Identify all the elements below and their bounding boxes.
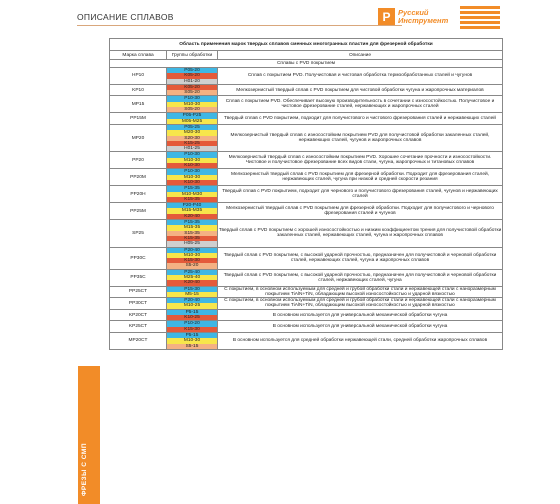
grade-cell: MP20CT bbox=[110, 332, 167, 349]
grade-cell: MP15 bbox=[110, 96, 167, 113]
grade-cell: PP20H bbox=[110, 186, 167, 203]
machining-group-band: K05-20 bbox=[167, 85, 217, 90]
machining-group-band: P5-15 bbox=[167, 310, 217, 315]
machining-group-band: M05-M25 bbox=[167, 119, 217, 124]
description-cell: С покрытием, в основном используемым для средней и грубой обработки стали и нержавеющей стали с наноразмерным покрытием TiAlN+TiN, обладающим высокой износостойкостью и ударной вязкостью bbox=[218, 298, 503, 310]
grade-cell: KP10 bbox=[110, 84, 167, 96]
machining-group-band: M20-30 bbox=[167, 130, 217, 135]
machining-group-band: K10-30 bbox=[167, 180, 217, 185]
table-row bbox=[110, 113, 503, 125]
machining-group-band: M15-M35 bbox=[167, 208, 217, 213]
machining-group-band: M25-40 bbox=[167, 275, 217, 280]
table-row bbox=[110, 332, 503, 349]
brand-logo bbox=[378, 8, 448, 25]
logo-line-1: Русский bbox=[398, 7, 429, 17]
machining-group-band: M10-25 bbox=[167, 303, 217, 308]
groups-cell bbox=[167, 247, 218, 269]
groups-cell bbox=[167, 68, 218, 85]
grade-cell: PP25CT bbox=[110, 286, 167, 298]
grade-cell: PP20M bbox=[110, 169, 167, 186]
machining-group-band: M10-30 bbox=[167, 338, 217, 343]
groups-cell bbox=[167, 298, 218, 310]
grade-cell: PP30CT bbox=[110, 298, 167, 310]
header-divider bbox=[77, 25, 402, 26]
description-cell: Сплав с покрытием PVD. Обеспечивает высокую производительность в сочетании с износостойкостью. Получистовое и чистовое фрезерование сталей, нержавеющих и жаропрочных сталей bbox=[218, 96, 503, 113]
column-header-grade: Марка сплава bbox=[110, 51, 167, 60]
groups-cell bbox=[167, 113, 218, 125]
groups-cell bbox=[167, 203, 218, 220]
groups-cell bbox=[167, 186, 218, 203]
description-cell: Мелкозернистый твердый сплав с износостойким покрытием PVD для получистовой обработки закаленных сталей, нержавеющих сталей, чугунов и жаропрочных сплавов bbox=[218, 124, 503, 151]
machining-group-band: P10-30 bbox=[167, 169, 217, 174]
groups-cell bbox=[167, 84, 218, 96]
machining-group-band: P10-20 bbox=[167, 321, 217, 326]
grade-cell: MP20 bbox=[110, 124, 167, 151]
description-cell: Мелкозернистый твердый сплав с PVD покрытием для фрезерной обработки. Подходит для получистового и чернового фрезерования сталей и чугунов bbox=[218, 203, 503, 220]
machining-group-band: S5-20 bbox=[167, 263, 217, 268]
grade-cell: PP15M bbox=[110, 113, 167, 125]
grade-cell: KP20CT bbox=[110, 309, 167, 321]
machining-group-band: H05-25 bbox=[167, 241, 217, 246]
groups-cell bbox=[167, 152, 218, 169]
table-row bbox=[110, 203, 503, 220]
description-cell: В основном используется для средней обработки нержавеющей стали, средней обработки жаропрочных сплавов bbox=[218, 332, 503, 349]
machining-group-band: P20-40 bbox=[167, 248, 217, 253]
table-row bbox=[110, 96, 503, 113]
machining-group-band: H01-20 bbox=[167, 79, 217, 84]
machining-group-band: P25-40 bbox=[167, 270, 217, 275]
alloy-grades-table bbox=[109, 38, 503, 350]
groups-cell bbox=[167, 96, 218, 113]
description-cell: С покрытием, в основном используемым для средней и грубой обработки стали и нержавеющей стали с наноразмерным покрытием TiAlN+TiN, обладающим высокой износостойкостью и ударной вязкостью bbox=[218, 286, 503, 298]
machining-group-band: S15-35 bbox=[167, 231, 217, 236]
machining-group-band: K15-30 bbox=[167, 327, 217, 332]
machining-group-band: P15-35 bbox=[167, 186, 217, 191]
grade-cell: KP25CT bbox=[110, 321, 167, 333]
machining-group-band: K10-25 bbox=[167, 315, 217, 320]
description-cell: Твердый сплав с PVD покрытием, с высокой ударной прочностью, предназначен для получистовой и черновой обработки сталей, нержавеющих сталей, чугуна и жаропрочных сплавов bbox=[218, 247, 503, 269]
table-title: Область применения марок твердых сплавов сменных многогранных пластин для фрезерной обработки bbox=[110, 39, 503, 51]
table-row bbox=[110, 269, 503, 286]
table-row bbox=[110, 298, 503, 310]
machining-group-band: M5-15 bbox=[167, 292, 217, 297]
groups-cell bbox=[167, 332, 218, 349]
machining-group-band: M10-M30 bbox=[167, 192, 217, 197]
machining-group-band: K20-40 bbox=[167, 214, 217, 219]
machining-group-band: M10-30 bbox=[167, 253, 217, 258]
grade-cell: SP25 bbox=[110, 220, 167, 247]
section-side-tab bbox=[78, 366, 100, 504]
description-cell: Твердый сплав с PVD покрытием, с высокой ударной прочностью, предназначен для получистовой и черновой обработки сталей, нержавеющих сталей, чугуна bbox=[218, 269, 503, 286]
column-header-groups: Группы обработки bbox=[167, 51, 218, 60]
description-cell: Твердый сплав с PVD покрытием, подходит для чернового и получистового фрезерования сталей, чугунов и нержавеющих сталей bbox=[218, 186, 503, 203]
machining-group-band: P15-30 bbox=[167, 287, 217, 292]
description-cell: Сплав с покрытием PVD. Получистовая и чистовая обработка термообработанных сталей и чугунов bbox=[218, 68, 503, 85]
machining-group-band: K15-25 bbox=[167, 141, 217, 146]
groups-cell bbox=[167, 169, 218, 186]
description-cell: В основном используется для универсальной механической обработки чугуна bbox=[218, 321, 503, 333]
machining-group-band: S5-15 bbox=[167, 344, 217, 349]
machining-group-band: P10-30 bbox=[167, 96, 217, 101]
machining-group-band: P20-P40 bbox=[167, 203, 217, 208]
table-row bbox=[110, 220, 503, 247]
machining-group-band: K10-30 bbox=[167, 163, 217, 168]
description-cell: Мелкозернистый твердый сплав с износостойким покрытием PVD. Хорошее сочетание прочности и износостойкости. Чистовое и получистовое фрезерование всех видов стали, чугуна, жаропрочных и титановых сплавов bbox=[218, 152, 503, 169]
description-cell: Твердый сплав с PVD покрытием с хорошей износостойкостью и низким коэффициентом трения для получистовой обработки закаленных сталей, нержавеющих сталей, чугуна и жаропрочных сплавов bbox=[218, 220, 503, 247]
table-row bbox=[110, 247, 503, 269]
description-cell: Мелкозернистый твердый сплав с PVD покрытием для фрезерной обработки. Подходит для фрезерования сталей, нержавеющих сталей, чугуна при низкой и средней скорости резания bbox=[218, 169, 503, 186]
machining-group-band: K15-35 bbox=[167, 197, 217, 202]
machining-group-band: K05-20 bbox=[167, 73, 217, 78]
groups-cell bbox=[167, 309, 218, 321]
groups-cell bbox=[167, 124, 218, 151]
machining-group-band: S05-20 bbox=[167, 107, 217, 112]
machining-group-band: M10-30 bbox=[167, 175, 217, 180]
table-row bbox=[110, 186, 503, 203]
description-cell: В основном используется для универсальной механической обработки чугуна bbox=[218, 309, 503, 321]
groups-cell bbox=[167, 286, 218, 298]
grade-cell: PP20 bbox=[110, 152, 167, 169]
logo-mark: Р bbox=[378, 8, 395, 25]
column-header-description: Описание bbox=[218, 51, 503, 60]
machining-group-band: P05-P25 bbox=[167, 113, 217, 118]
machining-group-band: M15-35 bbox=[167, 225, 217, 230]
page-title: ОПИСАНИЕ СПЛАВОВ bbox=[77, 12, 174, 22]
machining-group-band: M10-30 bbox=[167, 102, 217, 107]
machining-group-band: K15-35 bbox=[167, 236, 217, 241]
machining-group-band: S20-30 bbox=[167, 136, 217, 141]
logo-text bbox=[398, 9, 448, 25]
machining-group-band: M10-30 bbox=[167, 158, 217, 163]
table-row bbox=[110, 286, 503, 298]
machining-group-band: K20-40 bbox=[167, 280, 217, 285]
machining-group-band: P20-40 bbox=[167, 298, 217, 303]
machining-group-band: P5-15 bbox=[167, 333, 217, 338]
groups-cell bbox=[167, 269, 218, 286]
side-tab-label: ФРЕЗЫ С СМП bbox=[81, 442, 88, 496]
groups-cell bbox=[167, 321, 218, 333]
table-row bbox=[110, 84, 503, 96]
machining-group-band: S05-20 bbox=[167, 90, 217, 95]
machining-group-band: P10-30 bbox=[167, 152, 217, 157]
grade-cell: PP25M bbox=[110, 203, 167, 220]
table-row bbox=[110, 152, 503, 169]
grade-cell: PP35C bbox=[110, 269, 167, 286]
section-header: Сплавы с PVD покрытием bbox=[110, 60, 503, 68]
machining-group-band: P05-25 bbox=[167, 125, 217, 130]
groups-cell bbox=[167, 220, 218, 247]
table-row bbox=[110, 309, 503, 321]
machining-group-band: P15-35 bbox=[167, 220, 217, 225]
table-row bbox=[110, 169, 503, 186]
grade-cell: HP10 bbox=[110, 68, 167, 85]
description-cell: Твердый сплав с PVD покрытием, подходит для получистового и чистового фрезерования сталей и нержавеющих сталей bbox=[218, 113, 503, 125]
table-row bbox=[110, 124, 503, 151]
table-row bbox=[110, 321, 503, 333]
table-row bbox=[110, 68, 503, 85]
decorative-stripes bbox=[460, 6, 500, 32]
machining-group-band: H01-25 bbox=[167, 146, 217, 151]
machining-group-band: P05-20 bbox=[167, 68, 217, 73]
machining-group-band: K15-30 bbox=[167, 258, 217, 263]
grade-cell: PP30C bbox=[110, 247, 167, 269]
description-cell: Мелкозернистый твердый сплав с PVD покрытием для чистовой обработки чугуна и жаропрочных материалов bbox=[218, 84, 503, 96]
logo-line-2: Инструмент bbox=[398, 15, 449, 25]
